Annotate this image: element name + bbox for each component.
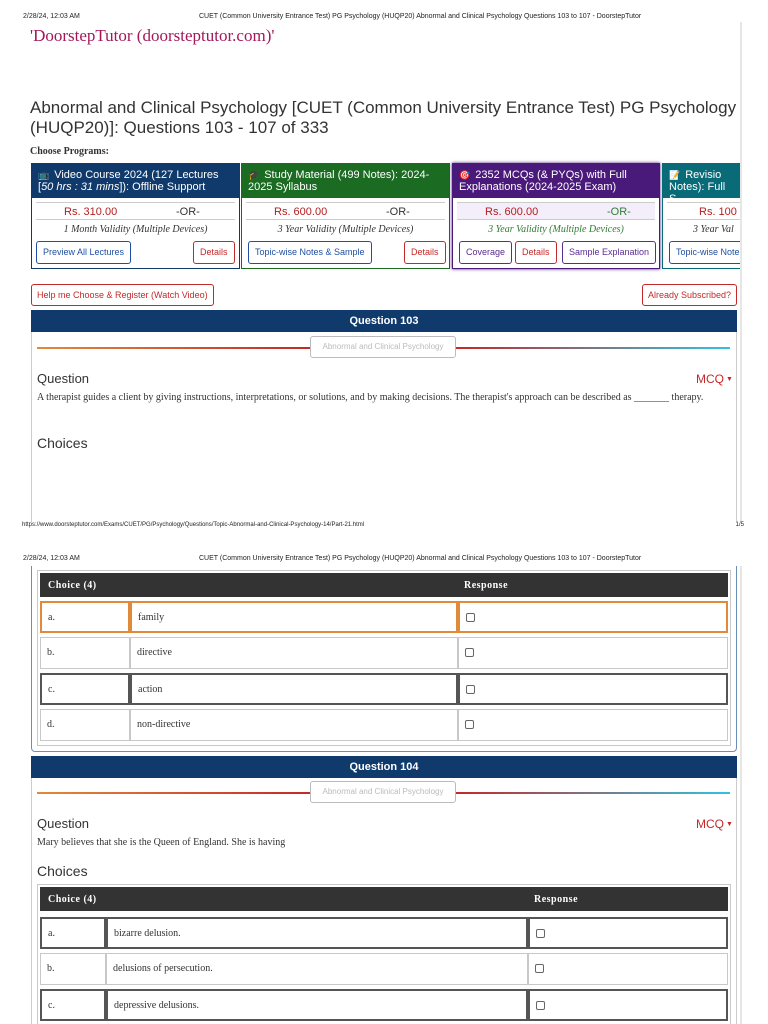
page-edge — [740, 566, 742, 1024]
program-title[interactable]: 🎯 2352 MCQs (& PYQs) with Full Explanations (2024-2025 Exam) — [453, 164, 659, 198]
help-choose-register-button[interactable]: Help me Choose & Register (Watch Video) — [31, 284, 214, 306]
caret-down-icon: ▼ — [726, 376, 733, 384]
or-label: -OR- — [176, 206, 200, 218]
category-divider — [37, 792, 310, 794]
response-cell — [458, 637, 728, 669]
choice-text: delusions of persecution. — [106, 953, 528, 985]
already-subscribed-button[interactable]: Already Subscribed? — [642, 284, 737, 306]
print-header — [0, 13, 768, 27]
program-card-video-course — [31, 163, 240, 269]
response-checkbox[interactable] — [535, 964, 544, 973]
response-checkbox[interactable] — [536, 1001, 545, 1010]
details-button[interactable]: Details — [515, 241, 557, 264]
response-cell — [528, 953, 728, 985]
choice-letter: c. — [40, 673, 130, 705]
question-text: Mary believes that she is the Queen of England. She is having — [37, 837, 286, 848]
validity-text: 1 Month Validity (Multiple Devices) — [63, 224, 208, 235]
question-container — [31, 332, 737, 522]
choice-text: family — [130, 601, 458, 633]
or-label: -OR- — [607, 206, 631, 218]
choice-column-header: Choice (4) — [48, 580, 97, 591]
category-divider — [456, 792, 730, 794]
choose-programs-label: Choose Programs: — [30, 146, 109, 157]
price-row — [36, 202, 235, 220]
choice-row[interactable] — [40, 673, 728, 705]
choice-text: depressive delusions. — [106, 989, 528, 1021]
choice-letter: b. — [40, 953, 106, 985]
price-row — [457, 202, 655, 220]
response-column-header: Response — [534, 894, 579, 905]
sample-explanation-button[interactable]: Sample Explanation — [562, 241, 656, 264]
response-cell — [458, 709, 728, 741]
category-tag[interactable]: Abnormal and Clinical Psychology — [310, 336, 456, 358]
choice-letter: a. — [40, 601, 130, 633]
choice-row[interactable] — [40, 709, 728, 741]
print-datetime: 2/28/24, 12:03 AM — [23, 555, 80, 562]
response-checkbox[interactable] — [465, 648, 474, 657]
site-title[interactable]: 'DoorstepTutor (doorsteptutor.com)' — [30, 26, 275, 45]
response-checkbox[interactable] — [465, 720, 474, 729]
page-break — [0, 534, 768, 551]
print-page-title: CUET (Common University Entrance Test) PG Psychology (HUQP20) Abnormal and Clinical Psychology Questions 103 to 107 - DoorstepTutor — [199, 555, 642, 562]
category-divider — [37, 347, 310, 349]
print-page-title: CUET (Common University Entrance Test) PG Psychology (HUQP20) Abnormal and Clinical Psychology Questions 103 to 107 - DoorstepTutor — [199, 13, 642, 20]
notes-icon: 📝 — [669, 170, 681, 180]
video-icon: 📺 — [38, 170, 50, 180]
choice-row[interactable] — [40, 917, 728, 949]
program-card-revision-notes — [662, 163, 740, 269]
print-datetime: 2/28/24, 12:03 AM — [23, 13, 80, 20]
response-checkbox[interactable] — [466, 685, 475, 694]
preview-all-lectures-button[interactable]: Preview All Lectures — [36, 241, 131, 264]
price-row — [667, 202, 740, 220]
choices-label: Choices — [37, 435, 88, 451]
choice-text: non-directive — [130, 709, 458, 741]
details-button[interactable]: Details — [404, 241, 446, 264]
topic-wise-notes-button[interactable]: Topic-wise Note — [669, 241, 740, 264]
program-card-study-material — [241, 163, 450, 269]
or-label: -OR- — [386, 206, 410, 218]
program-title[interactable]: 🎓 Study Material (499 Notes): 2024-2025 Syllabus — [242, 164, 449, 198]
page-title: Abnormal and Clinical Psychology [CUET (Common University Entrance Test) PG Psychology (HUQP20)]: Questions 103 - 107 of 333 — [30, 98, 737, 137]
choices-label: Choices — [37, 863, 88, 879]
validity-text: 3 Year Val — [693, 224, 734, 235]
choice-text: directive — [130, 637, 458, 669]
caret-down-icon: ▼ — [726, 821, 733, 829]
response-checkbox[interactable] — [536, 929, 545, 938]
response-cell — [458, 601, 728, 633]
print-footer — [0, 522, 768, 534]
choices-table — [37, 570, 731, 746]
program-title[interactable]: 📝 Revisio Notes): Full S — [663, 164, 740, 198]
price: Rs. 600.00 — [485, 206, 539, 218]
question-type-dropdown[interactable]: MCQ ▼ — [696, 372, 733, 386]
category-divider — [456, 347, 730, 349]
validity-text: 3 Year Validity (Multiple Devices) — [277, 224, 414, 235]
response-cell — [528, 917, 728, 949]
response-cell — [458, 673, 728, 705]
choices-table-header — [40, 887, 728, 911]
price-row — [246, 202, 445, 220]
validity-text: 3 Year Validity (Multiple Devices) — [488, 224, 624, 235]
choice-letter: d. — [40, 709, 130, 741]
choice-column-header: Choice (4) — [48, 894, 97, 905]
choice-letter: b. — [40, 637, 130, 669]
question-label: Question — [37, 371, 90, 386]
program-card-mcqs — [452, 163, 660, 269]
question-label: Question — [37, 816, 90, 831]
response-checkbox[interactable] — [466, 613, 475, 622]
price: Rs. 600.00 — [274, 206, 328, 218]
choice-row[interactable] — [40, 989, 728, 1021]
response-cell — [528, 989, 728, 1021]
price: Rs. 310.00 — [64, 206, 118, 218]
print-url: https://www.doorsteptutor.com/Exams/CUET/PG/Psychology/Questions/Topic-Abnormal-and-Clinical-Psychology-14/Part-21.html — [22, 522, 365, 528]
choice-row[interactable] — [40, 601, 728, 633]
coverage-button[interactable]: Coverage — [459, 241, 512, 264]
response-column-header: Response — [464, 580, 509, 591]
choice-text: action — [130, 673, 458, 705]
choices-table — [37, 884, 731, 1024]
category-tag[interactable]: Abnormal and Clinical Psychology — [310, 781, 456, 803]
program-title[interactable]: 📺 Video Course 2024 (127 Lectures [50 hrs : 31 mins]): Offline Support — [32, 164, 239, 198]
question-text: A therapist guides a client by giving instructions, interpretations, or solutions, and by making decisions. The therapist's approach can be described as _______ therapy. — [37, 392, 704, 403]
page-edge — [740, 22, 742, 522]
choice-letter: c. — [40, 989, 106, 1021]
details-button[interactable]: Details — [193, 241, 235, 264]
graduation-cap-icon: 🎓 — [248, 170, 260, 180]
choice-letter: a. — [40, 917, 106, 949]
choice-row[interactable] — [40, 637, 728, 669]
choice-row[interactable] — [40, 953, 728, 985]
price: Rs. 100 — [699, 206, 737, 218]
topic-wise-notes-button[interactable]: Topic-wise Notes & Sample — [248, 241, 372, 264]
target-icon: 🎯 — [459, 170, 471, 180]
question-header: Question 103 — [31, 310, 737, 332]
print-page-number: 1/5 — [735, 522, 744, 528]
choices-table-header — [40, 573, 728, 597]
question-header: Question 104 — [31, 756, 737, 778]
choice-text: bizarre delusion. — [106, 917, 528, 949]
question-type-dropdown[interactable]: MCQ ▼ — [696, 817, 733, 831]
